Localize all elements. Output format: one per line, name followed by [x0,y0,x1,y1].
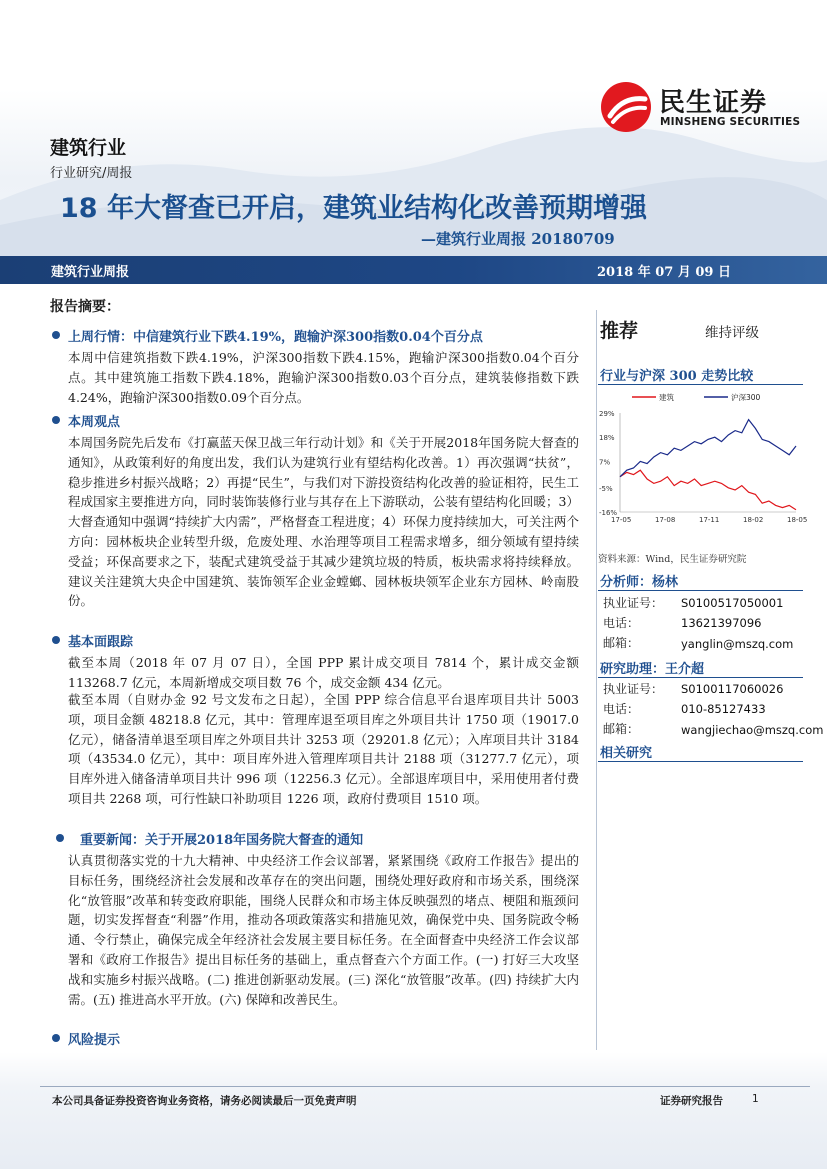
bullet-icon [52,416,60,424]
chart-heading: 行业与沪深 300 走势比较 [600,369,754,384]
trend-chart [598,387,808,527]
section-body-view: 本周国务院先后发布《打赢蓝天保卫战三年行动计划》和《关于开展2018年国务院大督查的通知》，从政策利好的角度出发，我们认为建筑行业有望结构化改善。1）再次强调“扶贫”，稳步推进乡村振兴战略；2）再提“民生”，与我们对下游投资结构化改善的验证相符，民生工程成国家主要推进方向，同时装饰装修行业与其存在上下游联动，公装有望结构化回暖；3）大督查通知中强调“持续扩大内需”，严格督查工程进度；4）环保力度持续加大，可关注两个方向：园林板块企业转型升级，危废处理、水治理等项目工程需求增多，细分领域有望持续受益；环保高要求之下，装配式建筑受益于其减少建筑垃圾的特质，板块需求将持续释放。建议关注建筑大央企中国建筑、装饰领军企业金螳螂、园林板块领军企业东方园林、岭南股份。 [68,435,579,609]
brand-logo-icon [601,82,651,132]
section-title-view: 本周观点 [68,415,121,430]
section-body-news: 认真贯彻落实党的十九大精神、中央经济工作会议部署，紧紧围绕《政府工作报告》提出的目标任务，围绕经济社会发展和改革存在的突出问题，围绕处理好政府和市场关系，围绕深化“放管服”改革和转变政府职能，围绕人民群众和市场主体反映强烈的堵点、梗阻和瓶颈问题，切实发挥督查“利器”作用，推动各项政策落实和措施见效，确保党中央、国务院政令畅通、令行禁止，确保完成全年经济社会发展主要目标任务。在全面督查中央经济工作会议部署和《政府工作报告》提出目标任务的基础上，重点督查六个方面工作。(一) 打好三大攻坚战和实施乡村振兴战略。(二) 推进创新驱动发展。(三) 深化“放管服”改革。(四) 持续扩大内需。(五) 推进高水平开放。(六) 保障和改善民生。 [68,853,579,1007]
y-tick-label: -16% [599,509,618,517]
x-tick-label: 17-11 [699,516,720,524]
assistant-cert: S0100117060026 [681,682,784,696]
report-series-label: 建筑行业周报 [51,265,130,280]
footer-rule [40,1086,810,1087]
related-heading-rule [598,761,803,762]
section-title-news: 重要新闻：关于开展2018年国务院大督查的通知 [80,833,364,848]
report-info-bar [0,256,827,284]
assistant-email[interactable]: wangjiechao@mszq.com [681,723,824,737]
x-tick-label: 17-08 [655,516,676,524]
section-title-fundamentals: 基本面跟踪 [68,635,134,650]
assistant-email-label: 邮箱： [603,722,640,736]
rating: 维持评级 [705,325,759,341]
assistant-heading: 研究助理：王介超 [600,662,705,677]
section-body-fundamentals: 截至本周（2018 年 07 月 07 日），全国 PPP 累计成交项目 7814 个，累计成交金额 113268.7 亿元，本周新增成交项目数 76 个，成交金额 434 亿元。 [68,655,579,690]
section-body-fundamentals-2: 截至本周（自财办金 92 号文发布之日起），全国 PPP 综合信息平台退库项目共计 5003 项，项目金额 48218.8 亿元，其中：管理库退至项目库之外项目共计 1750 项（19017.0 亿元），储备清单退至项目库之外项目共计 3253 项（29201.8 亿元）；入库项目共计 3184 项（43534.0 亿元），其中：项目库外进入管理库项目共计 2188 项（31277.7 亿元），项目库外进入储备清单项目共计 996 项（12256.3 亿元）。全部退库项目中，采用使用者付费项目共 2268 项，可行性缺口补助项目 1226 项，政府付费项目 1510 项。 [68,692,579,806]
series-line-0 [620,470,796,510]
series-line-1 [620,420,796,477]
section-title-market: 上周行情：中信建筑行业下跌4.19%，跑输沪深300指数0.04个百分点 [68,330,483,345]
x-tick-label: 17-05 [611,516,632,524]
assistant-cert-label: 执业证号： [603,682,664,696]
page-title: 18 年大督查已开启，建筑业结构化改善预期增强 [60,193,647,224]
bullet-icon [52,636,60,644]
analyst-email-label: 邮箱： [603,636,640,650]
recommendation: 推荐 [600,320,639,342]
analyst-cert: S0100517050001 [681,596,784,610]
assistant-phone: 010-85127433 [681,702,766,716]
assistant-phone-label: 电话： [603,702,640,716]
section-body-market: 本周中信建筑指数下跌4.19%，沪深300指数下跌4.15%，跑输沪深300指数0.04个百分点。其中建筑施工指数下跌4.18%，跑输沪深300指数0.03个百分点，建筑装修指数下跌4.24%，跑输沪深300指数0.09个百分点。 [68,350,579,405]
industry-label: 建筑行业 [50,137,127,159]
footer-label: 证券研究报告 [660,1095,723,1107]
page-number: 1 [752,1093,759,1105]
bullet-icon [52,1034,60,1042]
analyst-heading: 分析师：杨林 [600,575,679,590]
legend-label-1: 沪深300 [731,393,761,402]
assistant-heading-rule [598,677,803,678]
analyst-email[interactable]: yanglin@mszq.com [681,637,794,651]
column-divider [596,310,597,1050]
footer-background [0,1052,827,1169]
brand-name-en: MINSHENG SECURITIES [660,116,801,128]
footer-disclaimer[interactable]: 本公司具备证券投资咨询业务资格，请务必阅读最后一页免责声明 [52,1095,357,1107]
report-type: 行业研究/周报 [50,166,133,181]
analyst-phone-label: 电话： [603,616,640,630]
chart-source: 资料来源：Wind，民生证券研究院 [598,554,747,565]
section-title-risk: 风险提示 [68,1033,121,1048]
analyst-cert-label: 执业证号： [603,596,664,610]
page-subtitle: —建筑行业周报 20180709 [421,230,615,248]
x-tick-label: 18-05 [787,516,808,524]
y-tick-label: 29% [599,410,615,418]
bullet-icon [56,834,64,842]
y-tick-label: -5% [599,484,613,493]
x-tick-label: 18-02 [743,516,764,524]
related-research-heading: 相关研究 [600,746,653,761]
y-tick-label: 18% [599,434,615,443]
analyst-heading-rule [598,590,803,591]
y-tick-label: 7% [599,458,611,467]
bullet-icon [52,331,60,339]
chart-heading-rule [598,384,803,385]
report-date: 2018 年 07 月 09 日 [597,265,731,280]
summary-heading: 报告摘要： [50,299,120,315]
analyst-phone: 13621397096 [681,616,762,630]
brand-name-cn: 民生证券 [659,88,768,118]
legend-label-0: 建筑 [659,393,674,402]
